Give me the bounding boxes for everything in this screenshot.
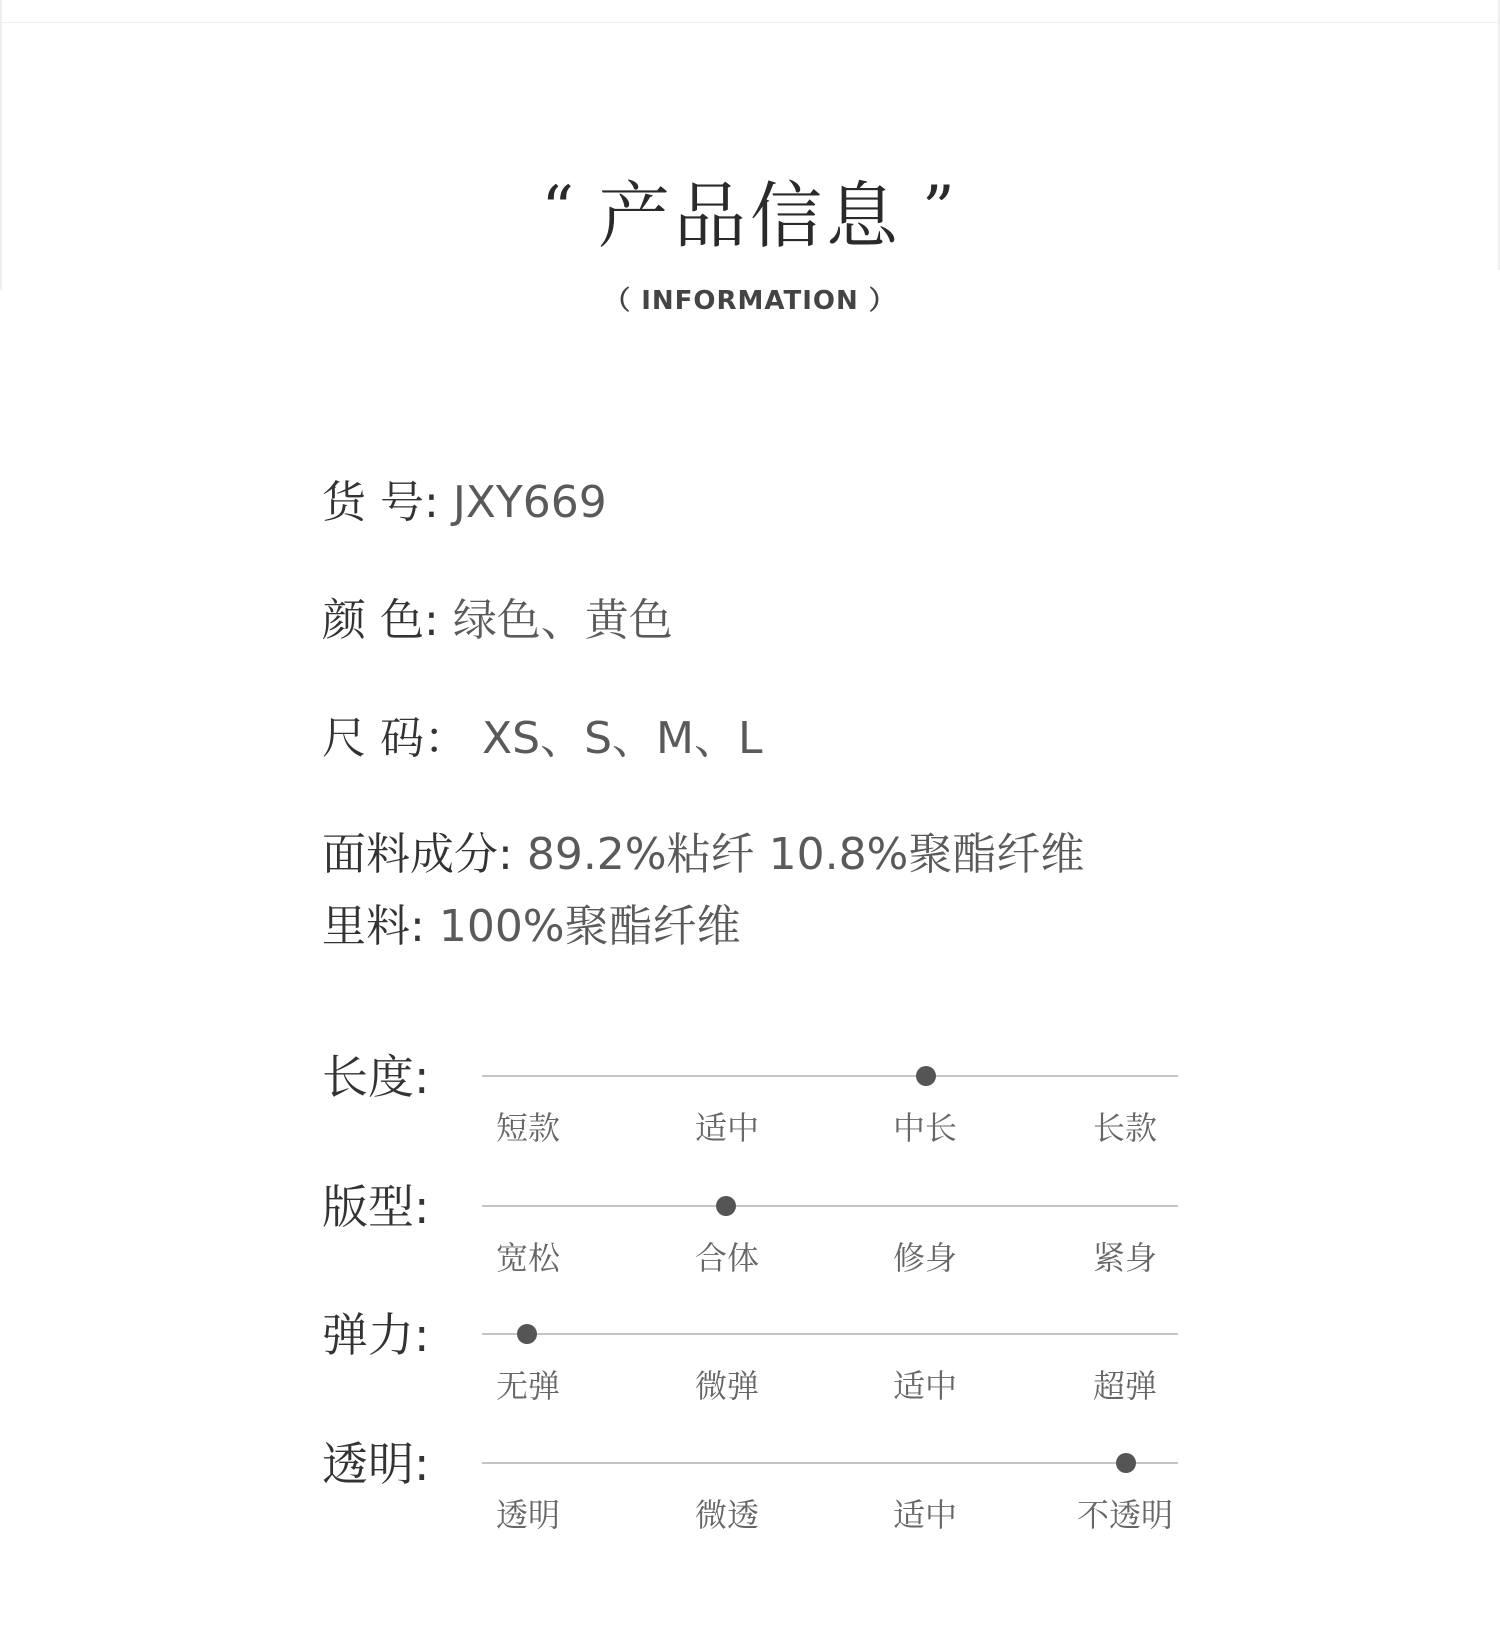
info-value: XS、S、M、L: [482, 713, 763, 764]
scale-label-fit: 版型:: [322, 1180, 430, 1234]
scale-label-transparency: 透明:: [322, 1437, 430, 1491]
scale-option: 中长: [892, 1109, 957, 1147]
scale-track-fit: [482, 1205, 1178, 1207]
scale-option: 长款: [1092, 1109, 1157, 1147]
scale-option: 透明: [495, 1496, 560, 1534]
info-label: 面料成分:: [322, 829, 513, 880]
scale-track-transparency: [482, 1462, 1178, 1464]
scale-track-length: [482, 1075, 1178, 1077]
scale-option: 修身: [892, 1239, 957, 1277]
scale-label-stretch: 弹力:: [322, 1308, 430, 1362]
scale-label-length: 长度:: [322, 1050, 430, 1104]
scale-option: 微弹: [694, 1367, 759, 1405]
scale-option: 紧身: [1092, 1239, 1157, 1277]
scale-option: 微透: [694, 1496, 759, 1534]
info-value: 绿色、黄色: [452, 595, 673, 646]
info-item-lining: [322, 890, 741, 954]
page-title: [0, 160, 1500, 266]
info-value: 100%聚酯纤维: [438, 901, 741, 952]
scale-indicator-dot: [1116, 1453, 1136, 1473]
info-item-color: [322, 584, 673, 648]
scale-track-stretch: [482, 1333, 1178, 1335]
title-text: 产品信息: [597, 174, 902, 258]
top-border: [0, 22, 1500, 23]
scale-option: 宽松: [495, 1239, 560, 1277]
scale-indicator-dot: [716, 1196, 736, 1216]
info-value: 89.2%粘纤 10.8%聚酯纤维: [526, 829, 1085, 880]
open-quote: “: [541, 173, 578, 247]
info-item-size: [322, 702, 762, 766]
info-label: 颜 色:: [322, 595, 439, 646]
info-item-fabric: [322, 818, 1084, 882]
info-value: JXY669: [452, 477, 607, 528]
scale-indicator-dot: [517, 1324, 537, 1344]
info-item-sku: [322, 466, 607, 530]
scale-option: 无弹: [495, 1367, 560, 1405]
scale-option: 短款: [495, 1109, 560, 1147]
scale-option: 合体: [694, 1239, 759, 1277]
scale-indicator-dot: [916, 1066, 936, 1086]
info-label: 货 号:: [322, 477, 439, 528]
close-quote: ”: [922, 173, 959, 247]
scale-option: 适中: [892, 1367, 957, 1405]
scale-option: 适中: [694, 1109, 759, 1147]
scale-option: 适中: [892, 1496, 957, 1534]
scale-option: 不透明: [1076, 1496, 1173, 1534]
info-label: 尺 码：: [322, 713, 468, 764]
page-subtitle: （ INFORMATION ）: [604, 286, 896, 316]
info-label: 里料:: [322, 901, 425, 952]
scale-option: 超弹: [1092, 1367, 1157, 1405]
